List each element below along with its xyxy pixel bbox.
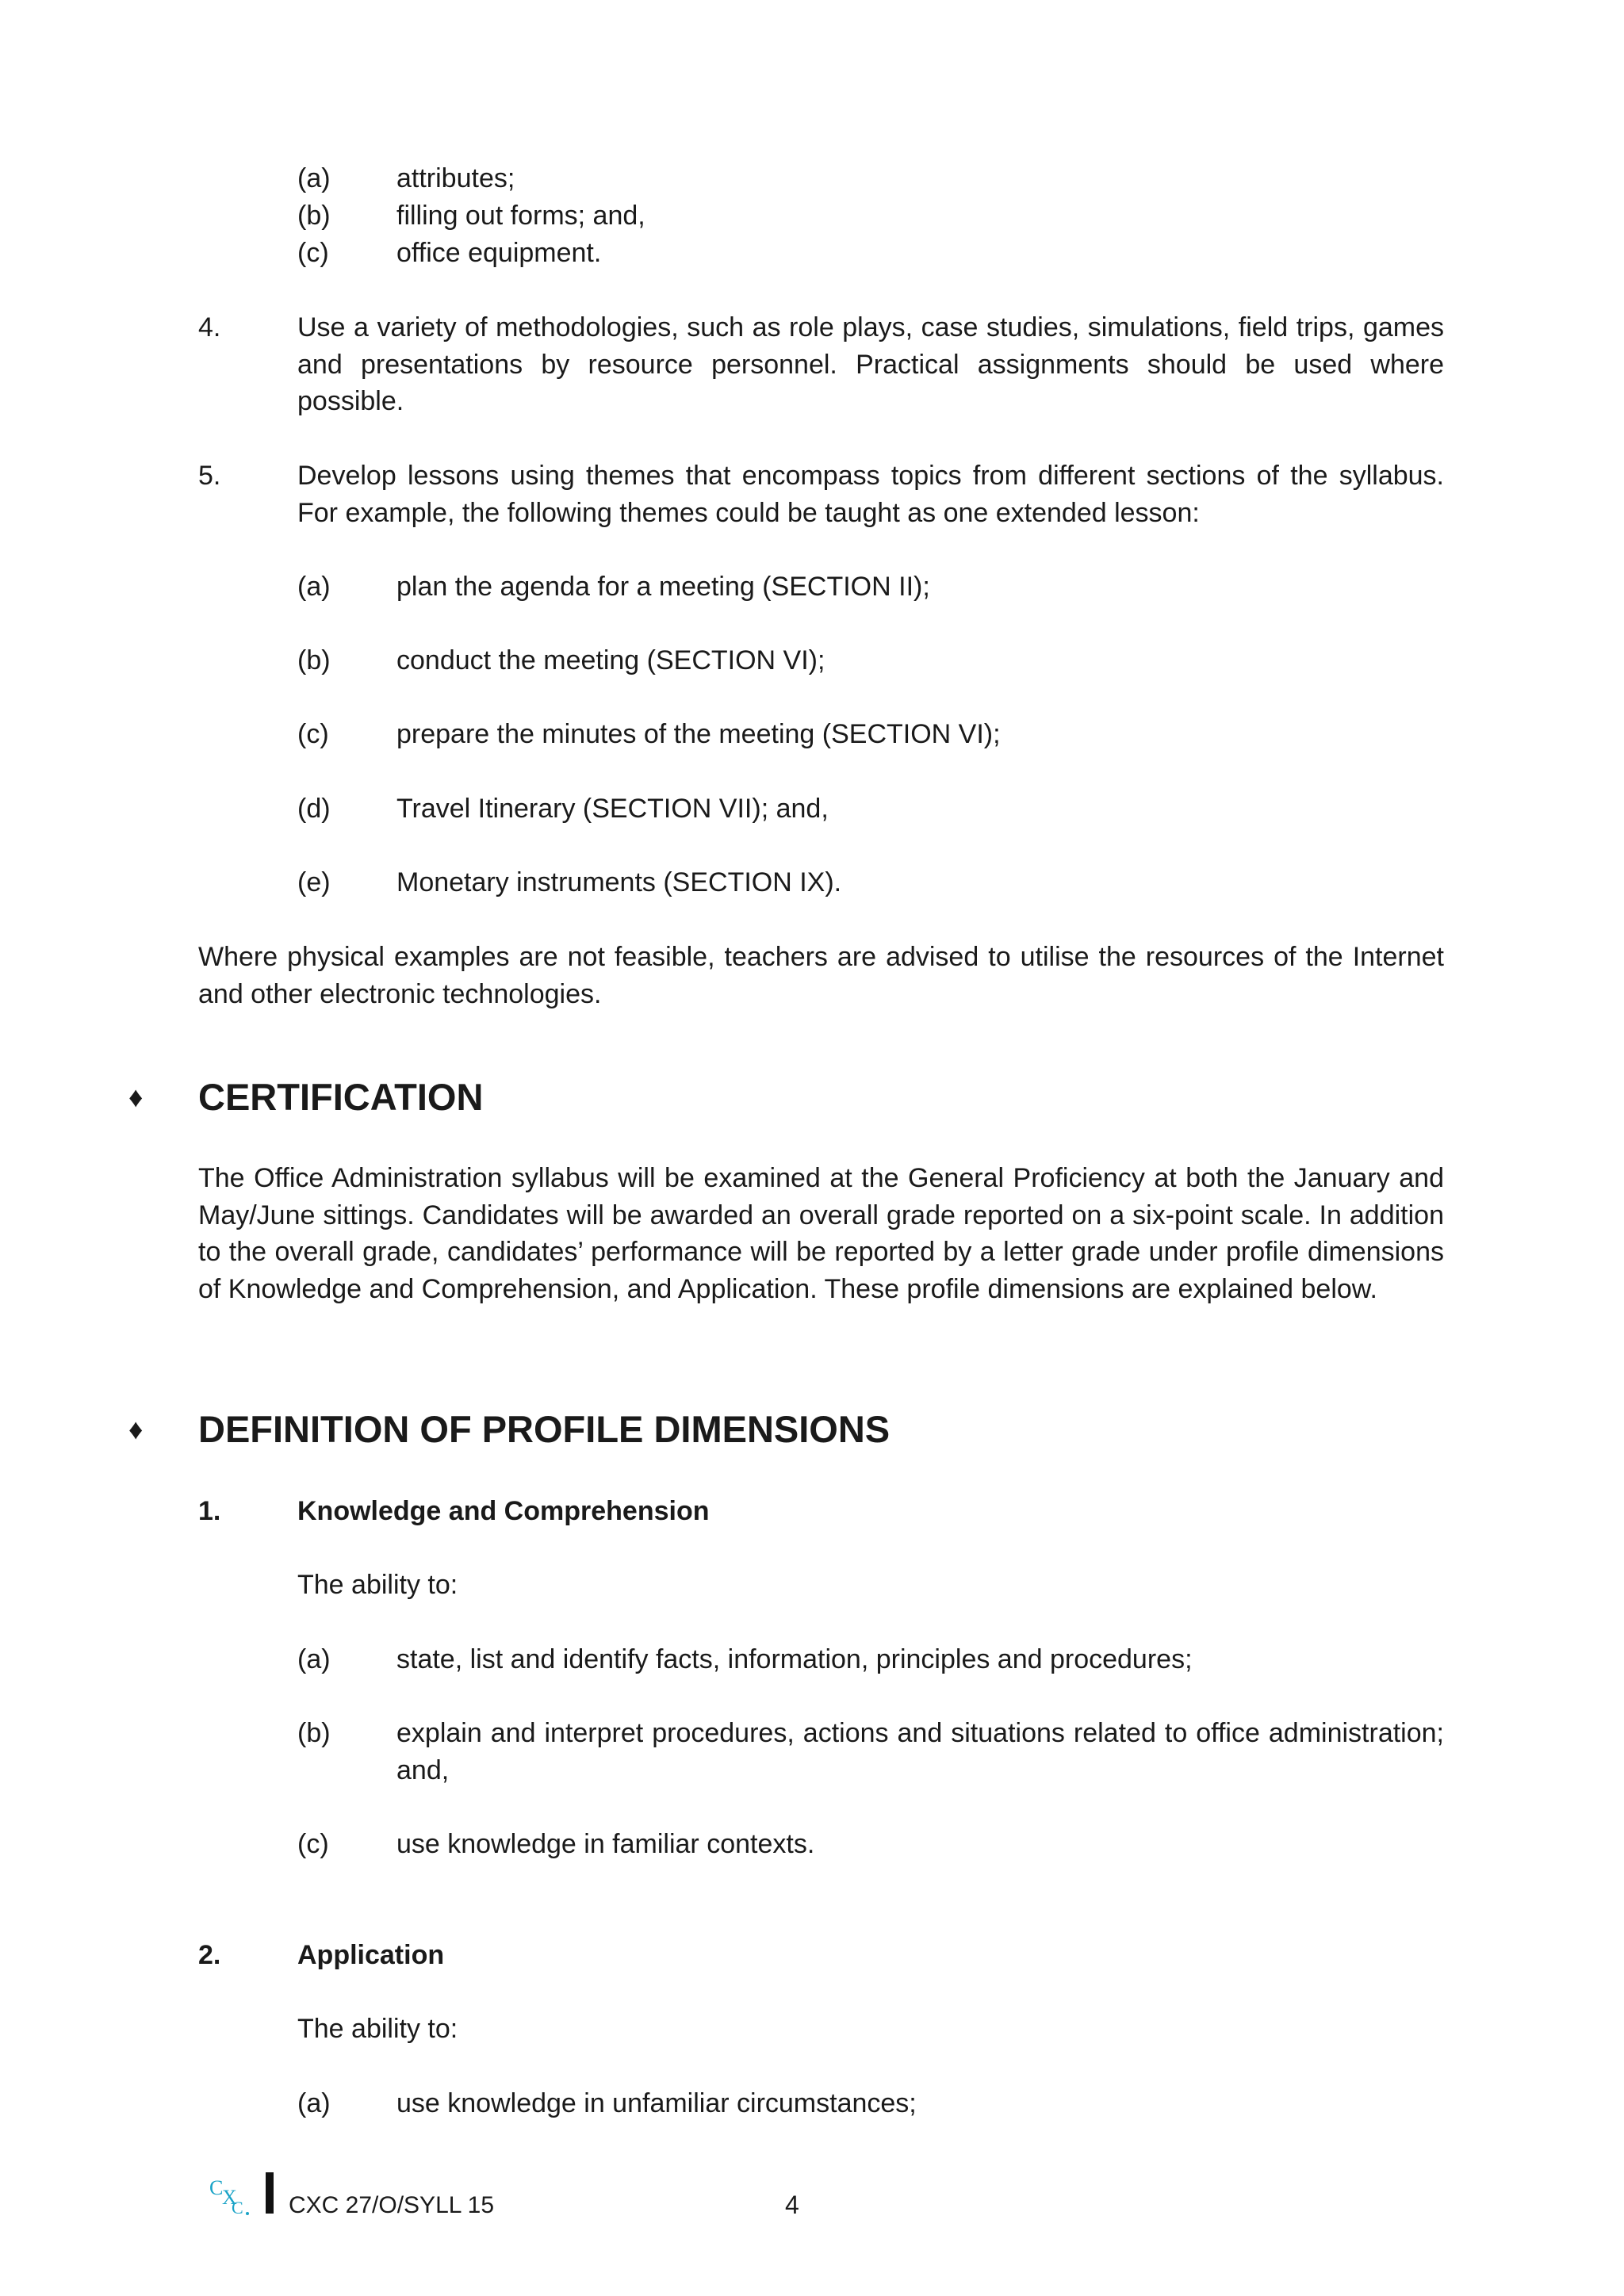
list-item-text: plan the agenda for a meeting (SECTION II);: [396, 572, 930, 602]
list-marker: (c): [297, 238, 329, 268]
list-item-text: Travel Itinerary (SECTION VII); and,: [396, 794, 829, 824]
footer-divider-bar: [266, 2172, 274, 2214]
list-marker: (d): [297, 794, 331, 824]
dimension-number: 2.: [198, 1940, 221, 1970]
list-item-text: use knowledge in familiar contexts.: [396, 1829, 815, 1859]
list-item-text: filling out forms; and,: [396, 201, 645, 231]
item-number: 5.: [198, 461, 221, 491]
certification-paragraph: The Office Administration syllabus will be examined at the General Proficiency at both the January and May/June sittings. Candidates will be awarded an overall grade reported on a six-point scale. In addition to the overall grade, candidates’ performance will be reported by a letter grade under profile dimensions of Knowledge and Comprehension, and Application. These profile dimensions are explained below.: [198, 1163, 1444, 1304]
list-item-text: use knowledge in unfamiliar circumstances;: [396, 2088, 917, 2118]
item-number: 4.: [198, 312, 221, 342]
dimension-intro: The ability to:: [297, 1570, 458, 1600]
svg-text:C: C: [209, 2176, 224, 2199]
cxc-logo: [208, 2174, 255, 2218]
certification-heading: CERTIFICATION: [198, 1076, 484, 1118]
list-marker: (b): [297, 1718, 331, 1748]
list-item-text: explain and interpret procedures, actions and situations related to office administration; and,: [396, 1718, 1444, 1785]
physical-examples-paragraph: Where physical examples are not feasible, teachers are advised to utilise the resources of the Internet and other electronic technologies.: [198, 942, 1444, 1009]
dimension-title: Application: [297, 1940, 445, 1970]
list-marker: (a): [297, 163, 331, 193]
dimension-intro: The ability to:: [297, 2014, 458, 2044]
svg-text:C: C: [232, 2198, 243, 2218]
list-item-text: office equipment.: [396, 238, 602, 268]
list-marker: (e): [297, 867, 331, 897]
list-marker: (a): [297, 1644, 331, 1674]
list-item-text: conduct the meeting (SECTION VI);: [396, 645, 825, 675]
cxc-logo-icon: [208, 2174, 255, 2218]
profile-dimensions-heading: DEFINITION OF PROFILE DIMENSIONS: [198, 1408, 891, 1450]
list-marker: (a): [297, 572, 331, 602]
diamond-bullet-icon: ♦: [128, 1413, 144, 1445]
list-marker: (a): [297, 2088, 331, 2118]
page-number: 4: [785, 2191, 799, 2219]
document-code: CXC 27/O/SYLL 15: [289, 2192, 495, 2218]
dimension-number: 1.: [198, 1496, 221, 1526]
diamond-bullet-icon: ♦: [128, 1081, 144, 1113]
item5-paragraph: Develop lessons using themes that encompass topics from different sections of the syllabus. For example, the following themes could be taught as one extended lesson:: [297, 461, 1444, 528]
list-marker: (b): [297, 201, 331, 231]
dimension-title: Knowledge and Comprehension: [297, 1496, 710, 1526]
list-item-text: attributes;: [396, 163, 515, 193]
svg-text:X: X: [222, 2186, 237, 2209]
list-item-text: state, list and identify facts, information, principles and procedures;: [396, 1644, 1193, 1674]
item4-paragraph: Use a variety of methodologies, such as role plays, case studies, simulations, field trips, games and presentations by resource personnel. Practical assignments should be used where possible.: [297, 312, 1444, 416]
list-item-text: prepare the minutes of the meeting (SECTION VI);: [396, 719, 1001, 749]
list-marker: (c): [297, 1829, 329, 1859]
list-marker: (c): [297, 719, 329, 749]
list-item-text: Monetary instruments (SECTION IX).: [396, 867, 842, 897]
list-marker: (b): [297, 645, 331, 675]
